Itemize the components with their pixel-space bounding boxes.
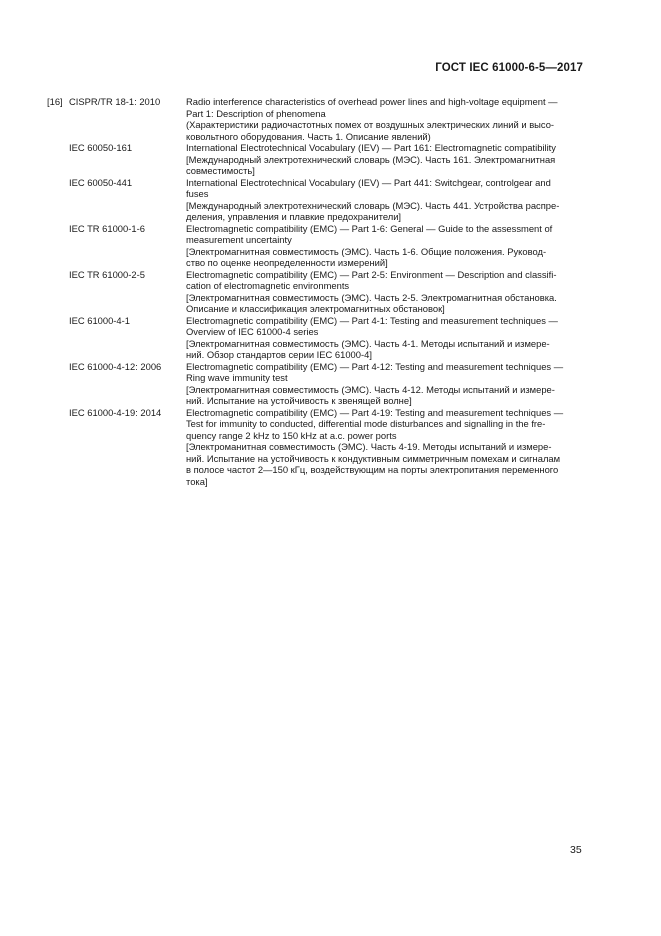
reference-entry bbox=[47, 361, 587, 407]
reference-code: IEC 60050-161 bbox=[69, 142, 133, 153]
reference-line: cation of electromagnetic environments bbox=[186, 280, 350, 291]
reference-title bbox=[186, 361, 587, 407]
reference-line: International Electrotechnical Vocabulary (IEV) — Part 441: Switchgear, controlgear and bbox=[186, 176, 551, 188]
reference-line: Ring wave immunity test bbox=[186, 372, 288, 383]
reference-number bbox=[47, 269, 69, 315]
reference-title bbox=[186, 177, 587, 223]
reference-code: IEC TR 61000-1-6 bbox=[69, 222, 145, 234]
reference-entry bbox=[47, 269, 587, 315]
reference-title bbox=[186, 223, 587, 269]
reference-number bbox=[47, 142, 69, 177]
reference-code: IEC 61000-4-1 bbox=[69, 314, 130, 326]
reference-line: Electromagnetic compatibility (EMC) — Part 1-6: General — Guide to the assessment of bbox=[186, 222, 553, 234]
reference-entry bbox=[47, 223, 587, 269]
reference-line: ний. Испытание на устойчивость к звенящей волне] bbox=[186, 395, 412, 406]
reference-line: ний. Обзор стандартов серии IEC 61000-4] bbox=[186, 349, 372, 360]
reference-title bbox=[186, 142, 587, 177]
reference-line: fuses bbox=[186, 188, 209, 199]
reference-line: совместимость] bbox=[186, 165, 255, 176]
reference-line: тока] bbox=[186, 475, 208, 487]
reference-entry bbox=[47, 96, 587, 142]
reference-code: IEC 61000-4-19: 2014 bbox=[69, 406, 162, 418]
reference-line: Overview of IEC 61000-4 series bbox=[186, 326, 319, 337]
reference-line: Electromagnetic compatibility (EMC) — Part 4-1: Testing and measurement techniques — bbox=[186, 314, 558, 326]
document-header: ГОСТ IEC 61000-6-5—2017 bbox=[435, 62, 583, 74]
reference-line: [Электромагнитная совместимость (ЭМС). Часть 2-5. Электромагнитная обстановка. bbox=[186, 291, 557, 303]
reference-line: Electromagnetic compatibility (EMC) — Part 4-12: Testing and measurement techniques — bbox=[186, 360, 564, 372]
reference-entry bbox=[47, 142, 587, 177]
reference-code: IEC 61000-4-12: 2006 bbox=[69, 360, 162, 372]
reference-entry bbox=[47, 177, 587, 223]
reference-line: Part 1: Description of phenomena bbox=[186, 107, 326, 119]
reference-line: Test for immunity to conducted, differential mode disturbances and signalling in the fre- bbox=[186, 418, 546, 429]
reference-line: International Electrotechnical Vocabulary (IEV) — Part 161: Electromagnetic compatibility bbox=[186, 142, 556, 153]
reference-line: [Электромагнитная совместимость (ЭМС). Часть 4-1. Методы испытаний и измере- bbox=[186, 337, 550, 349]
reference-number: [16] bbox=[47, 96, 63, 107]
reference-line: measurement uncertainty bbox=[186, 234, 292, 245]
reference-line: (Характеристики радиочастотных помех от воздушных электрических линий и высо- bbox=[186, 119, 555, 130]
reference-line: [Международный электротехнический словарь (МЭС). Часть 441. Устройства распре- bbox=[186, 199, 560, 211]
reference-number bbox=[47, 361, 69, 407]
reference-entry bbox=[47, 407, 587, 488]
reference-line: quency range 2 kHz to 150 kHz at a.c. power ports bbox=[186, 429, 397, 441]
reference-number bbox=[47, 407, 69, 488]
reference-title bbox=[186, 315, 587, 361]
reference-code: IEC TR 61000-2-5 bbox=[69, 268, 145, 280]
reference-line: в полосе частот 2—150 кГц, воздействующим на порты электропитания переменного bbox=[186, 464, 559, 475]
reference-line: Electromagnetic compatibility (EMC) — Part 2-5: Environment — Description and classifi- bbox=[186, 268, 557, 280]
reference-line: ний. Испытание на устойчивость к кондуктивным симметричным помехам и сигналам bbox=[186, 452, 561, 464]
reference-number bbox=[47, 315, 69, 361]
reference-line: Electromagnetic compatibility (EMC) — Part 4-19: Testing and measurement techniques — bbox=[186, 406, 564, 418]
reference-line: [Международный электротехнический словарь (МЭС). Часть 161. Электромагнитная bbox=[186, 153, 556, 165]
reference-title bbox=[186, 269, 587, 315]
reference-line: ковольтного оборудования. Часть 1. Описание явлений) bbox=[186, 130, 431, 142]
reference-entry bbox=[47, 315, 587, 361]
reference-line: Описание и классификация электромагнитных обстановок] bbox=[186, 303, 445, 314]
reference-title bbox=[186, 96, 587, 142]
page-number: 35 bbox=[570, 844, 582, 856]
reference-line: [Электромагнитная совместимость (ЭМС). Часть 1-6. Общие положения. Руковод- bbox=[186, 245, 547, 257]
reference-line: [Электромагнитная совместимость (ЭМС). Часть 4-12. Методы испытаний и измере- bbox=[186, 383, 555, 395]
reference-line: деления, управления и плавкие предохранители] bbox=[186, 211, 402, 222]
reference-line: [Электроманитная совместимость (ЭМС). Часть 4-19. Методы испытаний и измере- bbox=[186, 441, 552, 452]
reference-line: Radio interference characteristics of overhead power lines and high-voltage equipment — bbox=[186, 96, 558, 107]
reference-code: IEC 60050-441 bbox=[69, 176, 133, 188]
reference-code: CISPR/TR 18-1: 2010 bbox=[69, 96, 161, 107]
reference-number bbox=[47, 223, 69, 269]
reference-number bbox=[47, 177, 69, 223]
bibliography-list bbox=[47, 96, 587, 487]
reference-title bbox=[186, 407, 587, 488]
reference-line: ство по оценке неопределенности измерений] bbox=[186, 257, 388, 268]
